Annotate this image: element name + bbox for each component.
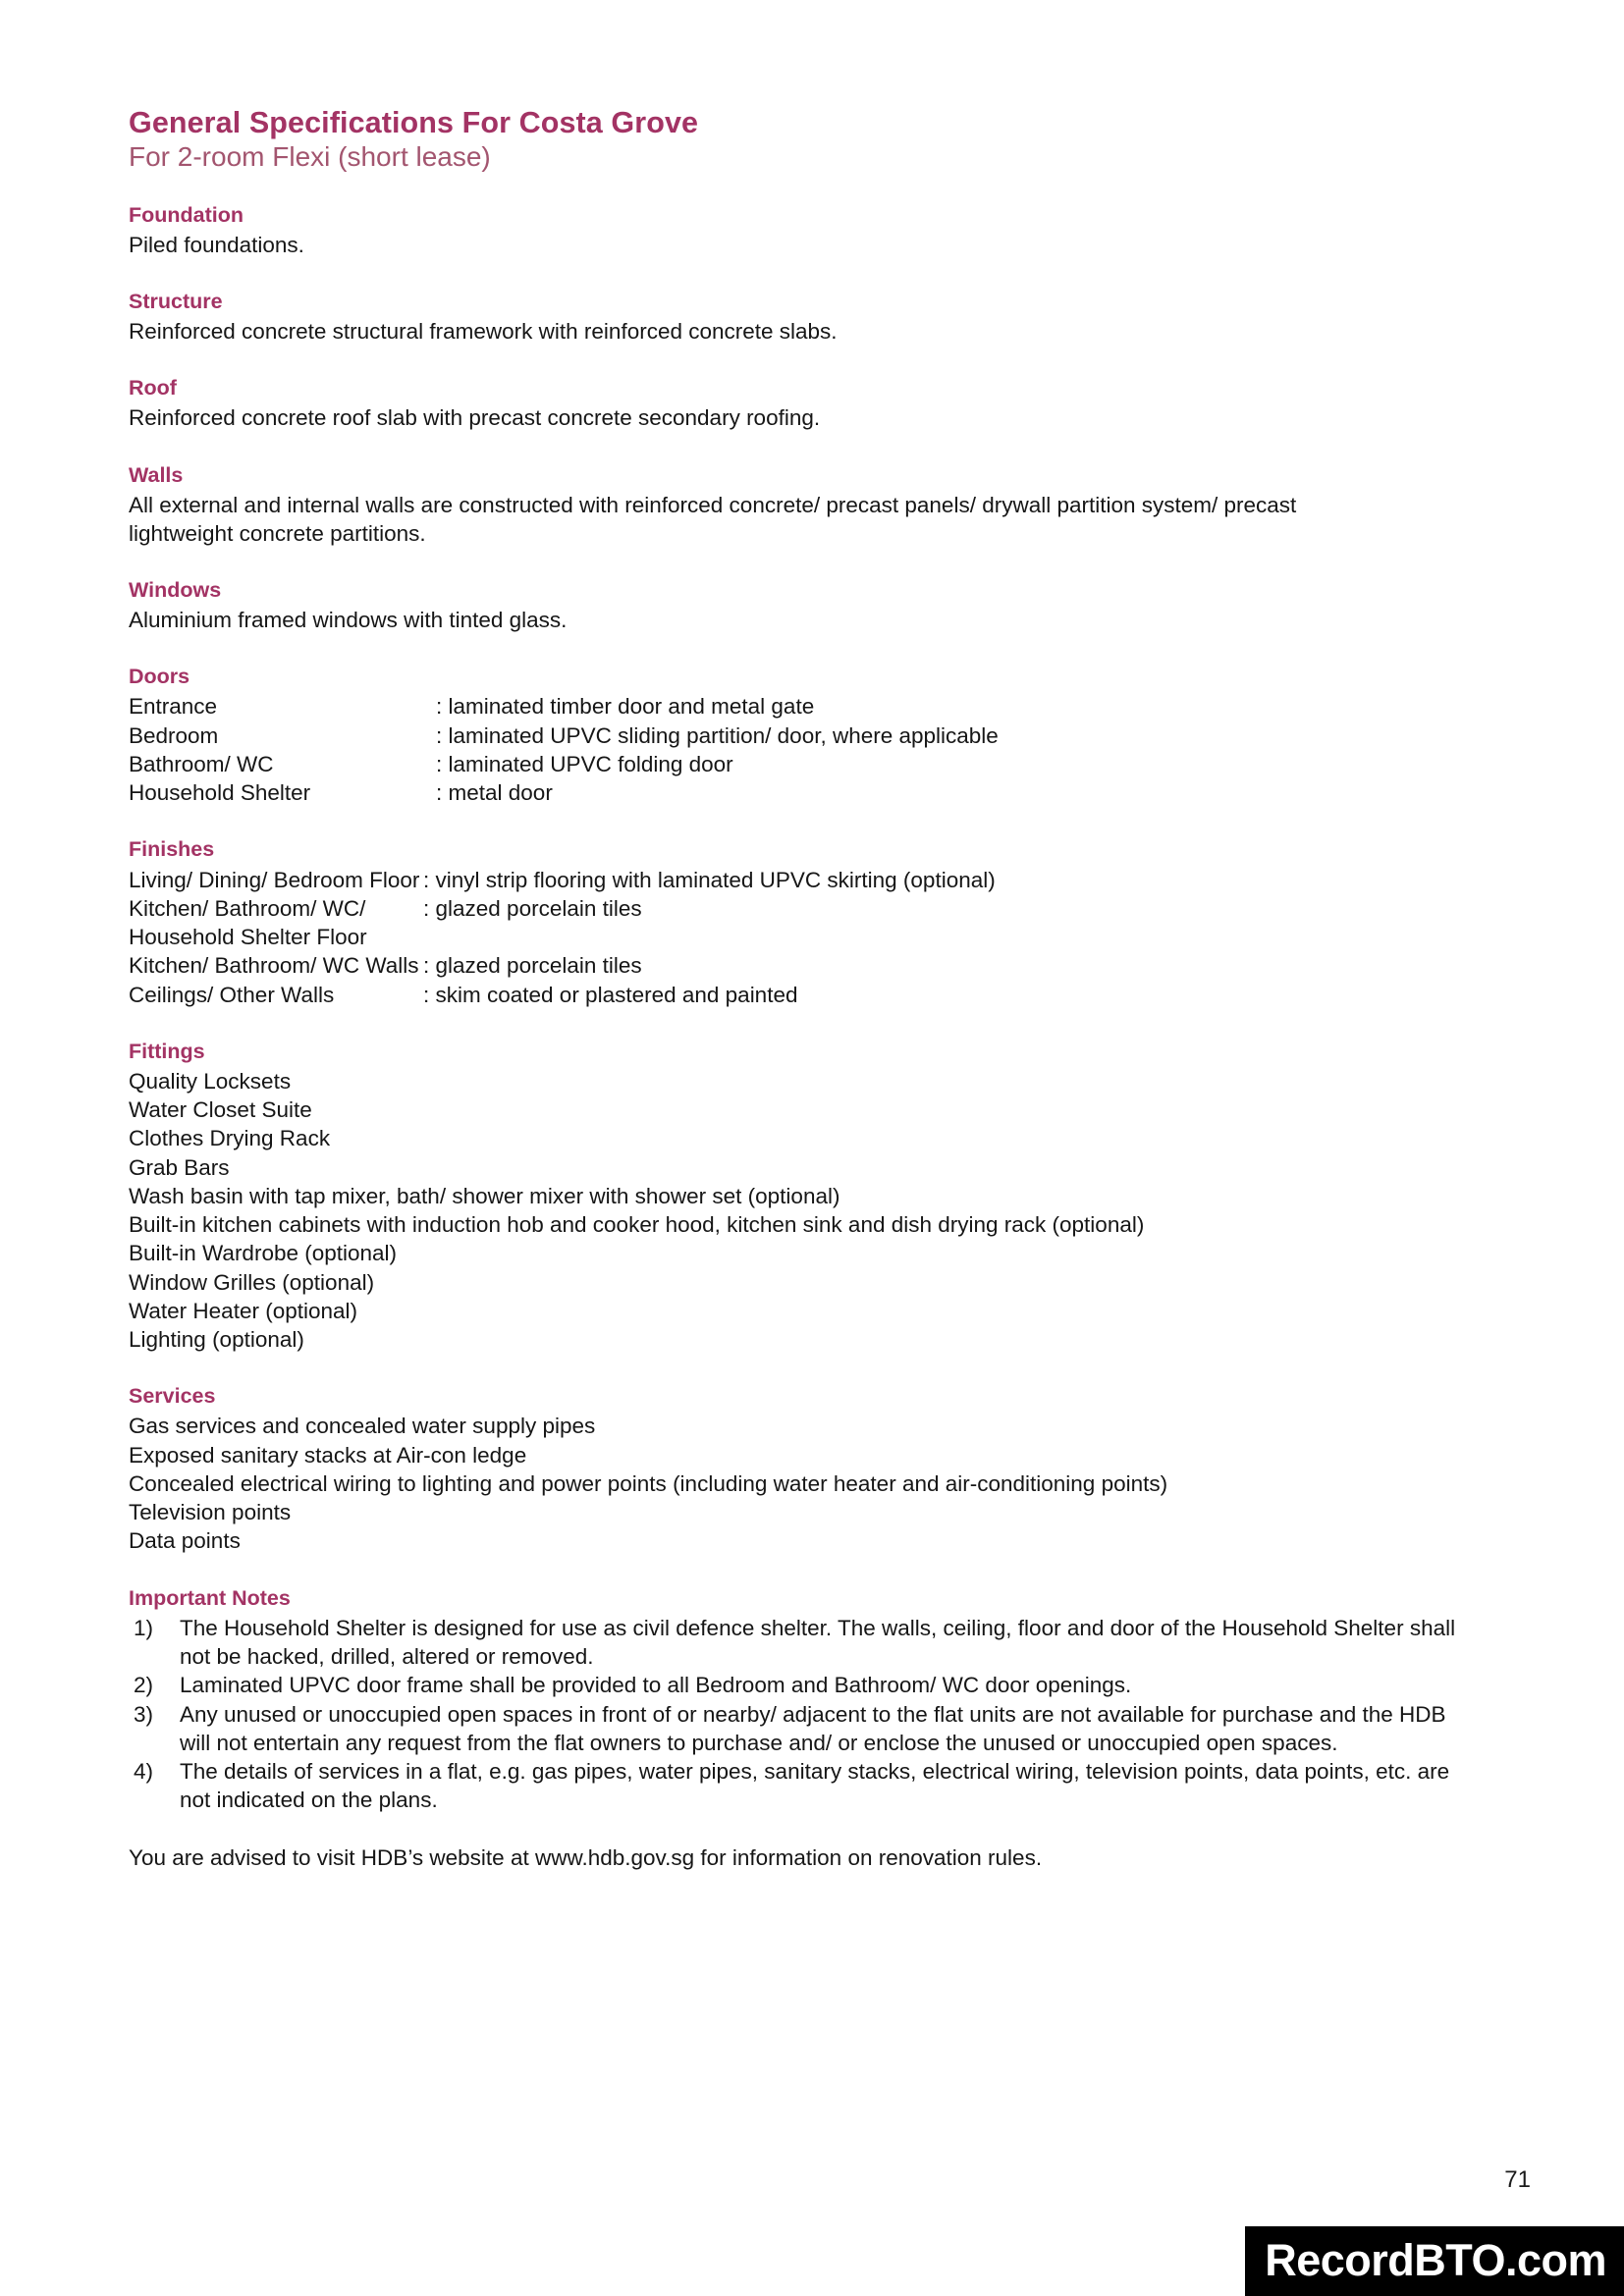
roof-text: Reinforced concrete roof slab with precast concrete secondary roofing. (129, 405, 821, 431)
doors-value-1: : laminated UPVC sliding partition/ door, where applicable (436, 722, 999, 748)
list-item: Built-in Wardrobe (optional) (129, 1241, 398, 1266)
doors-spec-body (129, 692, 999, 807)
section-heading-roof: Roof (129, 376, 177, 400)
section-heading-structure: Structure (129, 289, 223, 313)
section-heading-finishes: Finishes (129, 837, 215, 862)
note-number: 2) (134, 1673, 154, 1698)
section-heading-windows: Windows (129, 578, 222, 603)
note-text: Laminated UPVC door frame shall be provided to all Bedroom and Bathroom/ WC door openings. (180, 1673, 1132, 1698)
table-row (129, 951, 996, 980)
finishes-label-4: Ceilings/ Other Walls (129, 982, 335, 1007)
list-item: Wash basin with tap mixer, bath/ shower mixer with shower set (optional) (129, 1183, 840, 1208)
document-content (129, 106, 1503, 1894)
list-item (129, 1614, 1456, 1672)
list-item: Grab Bars (129, 1154, 230, 1180)
section-walls (129, 462, 1503, 549)
section-heading-doors: Doors (129, 665, 190, 689)
finishes-label-3: Kitchen/ Bathroom/ WC Walls (129, 953, 419, 979)
section-foundation (129, 202, 1503, 259)
list-item: Lighting (optional) (129, 1327, 304, 1353)
doors-value-0: : laminated timber door and metal gate (436, 694, 815, 720)
important-notes-list (129, 1614, 1503, 1815)
section-structure (129, 289, 1503, 346)
table-row (129, 692, 999, 721)
section-fittings (129, 1039, 1503, 1355)
list-item: Data points (129, 1528, 241, 1554)
note-text: The Household Shelter is designed for use as civil defence shelter. The walls, ceiling, floor and door of the Household Shelter shall not be hacked, drilled, altered or removed. (180, 1615, 1456, 1670)
finishes-label-0: Living/ Dining/ Bedroom Floor (129, 867, 420, 892)
watermark-recordbto: RecordBTO.com (1245, 2226, 1624, 2296)
finishes-value-4: : skim coated or plastered and painted (423, 982, 798, 1007)
page-title: General Specifications For Costa Grove (129, 106, 699, 139)
section-doors (129, 664, 1503, 807)
note-number: 3) (134, 1701, 154, 1727)
list-item: Water Closet Suite (129, 1097, 312, 1123)
doors-label-3: Household Shelter (129, 780, 311, 806)
closing-note: You are advised to visit HDB’s website at www.hdb.gov.sg for information on renovation rules. (129, 1844, 1043, 1870)
page-number: 71 (1504, 2166, 1531, 2193)
section-heading-important-notes: Important Notes (129, 1585, 291, 1610)
finishes-value-2 (423, 923, 996, 951)
finishes-spec-body (129, 866, 996, 1009)
note-text: Any unused or unoccupied open spaces in front of or nearby/ adjacent to the flat units are not available for purchase and the HDB will not entertain any request from the flat owners to purchase and/ or enclose the unused or unoccupied open spaces. (180, 1701, 1446, 1755)
list-item: Water Heater (optional) (129, 1298, 358, 1323)
table-row (129, 894, 996, 923)
finishes-value-1: : glazed porcelain tiles (423, 895, 642, 921)
section-important-notes (129, 1585, 1503, 1872)
section-roof (129, 375, 1503, 432)
note-number: 4) (134, 1759, 154, 1785)
list-item (129, 1671, 1456, 1699)
list-item (129, 1700, 1456, 1758)
doors-label-2: Bathroom/ WC (129, 751, 274, 776)
note-number: 1) (134, 1615, 154, 1640)
list-item: Gas services and concealed water supply pipes (129, 1414, 596, 1439)
list-item: Quality Locksets (129, 1068, 292, 1094)
table-row (129, 778, 999, 807)
section-windows (129, 577, 1503, 634)
finishes-value-0: : vinyl strip flooring with laminated UPVC skirting (optional) (423, 867, 996, 892)
doors-value-3: : metal door (436, 780, 553, 806)
section-finishes (129, 836, 1503, 1008)
finishes-label-2: Household Shelter Floor (129, 925, 367, 950)
doors-spec-table (129, 692, 999, 807)
list-item: Clothes Drying Rack (129, 1126, 331, 1151)
table-row (129, 721, 999, 750)
section-services (129, 1383, 1503, 1555)
page-subtitle: For 2-room Flexi (short lease) (129, 141, 491, 173)
table-row (129, 981, 996, 1009)
finishes-spec-table (129, 866, 996, 1009)
list-item (129, 1757, 1456, 1815)
finishes-label-1: Kitchen/ Bathroom/ WC/ (129, 895, 366, 921)
list-item: Built-in kitchen cabinets with induction hob and cooker hood, kitchen sink and dish drying rack (optional) (129, 1212, 1145, 1238)
list-item: Television points (129, 1500, 292, 1525)
doors-label-0: Entrance (129, 694, 218, 720)
section-heading-fittings: Fittings (129, 1039, 205, 1063)
table-row (129, 923, 996, 951)
section-heading-walls: Walls (129, 462, 184, 487)
structure-text: Reinforced concrete structural framework with reinforced concrete slabs. (129, 318, 838, 344)
note-text: The details of services in a flat, e.g. gas pipes, water pipes, sanitary stacks, electrical wiring, television points, data points, etc. are not indicated on the plans. (180, 1759, 1450, 1813)
section-heading-foundation: Foundation (129, 202, 244, 227)
list-item: Exposed sanitary stacks at Air-con ledge (129, 1442, 527, 1468)
table-row (129, 866, 996, 894)
doors-value-2: : laminated UPVC folding door (436, 751, 733, 776)
doors-label-1: Bedroom (129, 722, 219, 748)
list-item: Concealed electrical wiring to lighting and power points (including water heater and air-conditioning points) (129, 1470, 1168, 1496)
windows-text: Aluminium framed windows with tinted glass. (129, 608, 568, 633)
table-row (129, 750, 999, 778)
list-item: Window Grilles (optional) (129, 1269, 375, 1295)
walls-text: All external and internal walls are constructed with reinforced concrete/ precast panels/ drywall partition system/ precast lightweight concrete partitions. (129, 492, 1297, 546)
foundation-text: Piled foundations. (129, 232, 304, 257)
finishes-value-3: : glazed porcelain tiles (423, 953, 642, 979)
section-heading-services: Services (129, 1384, 216, 1409)
